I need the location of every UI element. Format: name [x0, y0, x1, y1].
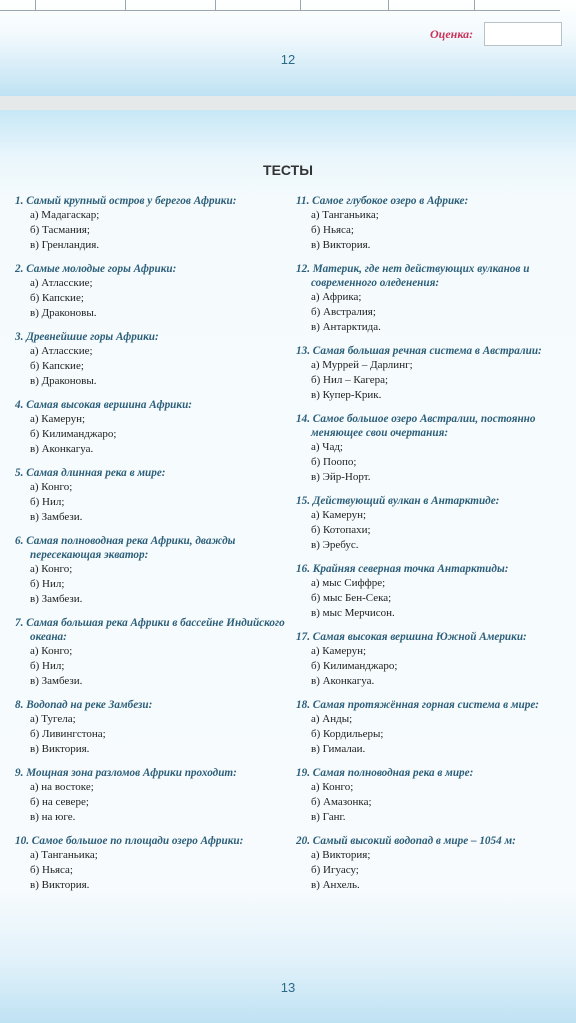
question-text: Самые молодые горы Африки: — [26, 263, 177, 275]
question-text: Самая протяжённая горная система в мире: — [312, 699, 540, 711]
answer-options — [15, 562, 285, 607]
question-item — [15, 262, 285, 321]
answer-option[interactable]: а) Африка; — [311, 291, 362, 303]
table-divider — [300, 0, 301, 10]
question-number: 1. — [15, 195, 24, 207]
answer-option[interactable]: в) Анхель. — [311, 879, 360, 891]
answer-option[interactable]: в) Гренландия. — [30, 239, 100, 251]
question-title — [15, 194, 285, 208]
answer-option[interactable]: а) Камерун; — [311, 645, 367, 657]
question-title — [15, 616, 285, 644]
question-text: Самый высокий водопад в мире – 1054 м: — [312, 835, 516, 847]
question-item — [296, 698, 566, 757]
question-item — [15, 534, 285, 607]
answer-options — [15, 276, 285, 321]
question-text: Самая полноводная река Африки, дважды пересекающая экватор: — [26, 535, 236, 561]
question-text: Самая полноводная река в мире: — [312, 767, 474, 779]
question-text: Самое глубокое озеро в Африке: — [312, 195, 469, 207]
answer-option[interactable]: а) Конго; — [311, 781, 354, 793]
question-item — [15, 398, 285, 457]
question-text: Водопад на реке Замбези: — [26, 699, 153, 711]
question-number: 7. — [15, 617, 24, 629]
question-text: Древнейшие горы Африки: — [26, 331, 159, 343]
question-number: 4. — [15, 399, 24, 411]
answer-options — [296, 440, 566, 485]
answer-option[interactable]: а) Атласские; — [30, 277, 93, 289]
answer-options — [296, 576, 566, 621]
answer-option[interactable]: в) Гималаи. — [311, 743, 366, 755]
question-text: Материк, где нет действующих вулканов и современного оледенения: — [311, 263, 530, 289]
question-number: 14. — [296, 413, 310, 425]
page-number-top: 12 — [280, 52, 296, 67]
answer-option[interactable]: б) Нил; — [30, 660, 65, 672]
table-divider — [388, 0, 389, 10]
left-column — [15, 194, 285, 902]
question-number: 3. — [15, 331, 24, 343]
answer-option[interactable]: а) Муррей – Дарлинг; — [311, 359, 413, 371]
answer-option[interactable]: в) Виктория. — [311, 239, 371, 251]
question-title — [15, 766, 285, 780]
answer-option[interactable]: в) Ганг. — [311, 811, 346, 823]
answer-option[interactable]: б) Килиманджаро; — [30, 428, 117, 440]
answer-options — [15, 848, 285, 893]
question-number: 19. — [296, 767, 310, 779]
answer-option[interactable]: б) Ливингстона; — [30, 728, 106, 740]
answer-option[interactable]: б) Ньяса; — [311, 224, 354, 236]
question-number: 12. — [296, 263, 310, 275]
question-text: Самая высокая вершина Южной Америки: — [312, 631, 527, 643]
question-item — [296, 834, 566, 893]
answer-option[interactable]: б) Нил; — [30, 578, 65, 590]
question-number: 6. — [15, 535, 24, 547]
answer-options — [15, 712, 285, 757]
answer-option[interactable]: а) Танганьика; — [30, 849, 98, 861]
answer-options — [15, 480, 285, 525]
question-item — [15, 766, 285, 825]
answer-option[interactable]: б) Нил – Кагера; — [311, 374, 389, 386]
question-text: Самая высокая вершина Африки: — [26, 399, 193, 411]
table-divider — [215, 0, 216, 10]
question-text: Самый крупный остров у берегов Африки: — [26, 195, 237, 207]
answer-option[interactable]: в) Драконовы. — [30, 375, 97, 387]
answer-option[interactable]: б) Тасмания; — [30, 224, 90, 236]
answer-option[interactable]: в) Купер-Крик. — [311, 389, 382, 401]
table-divider — [125, 0, 126, 10]
table-divider — [474, 0, 475, 10]
right-column — [296, 194, 566, 902]
answer-option[interactable]: б) Поопо; — [311, 456, 357, 468]
answer-option[interactable]: б) мыс Бен-Сека; — [311, 592, 392, 604]
question-item — [296, 766, 566, 825]
table-bottom-edge — [0, 0, 560, 11]
question-title — [15, 834, 285, 848]
answer-options — [15, 412, 285, 457]
answer-options — [15, 344, 285, 389]
answer-option[interactable]: б) Ньяса; — [30, 864, 73, 876]
question-number: 15. — [296, 495, 310, 507]
question-item — [15, 616, 285, 689]
test-page — [0, 110, 576, 1023]
question-title — [296, 262, 566, 290]
question-number: 10. — [15, 835, 29, 847]
answer-option[interactable]: б) Австралия; — [311, 306, 376, 318]
answer-option[interactable]: а) Камерун; — [30, 413, 86, 425]
answer-options — [296, 848, 566, 893]
answer-option[interactable]: б) Амазонка; — [311, 796, 372, 808]
question-text: Самая большая река Африки в бассейне Индийского океана: — [26, 617, 285, 643]
answer-options — [296, 712, 566, 757]
question-title — [296, 834, 566, 848]
answer-option[interactable]: б) Килиманджаро; — [311, 660, 398, 672]
question-title — [296, 766, 566, 780]
question-text: Самое большое озеро Австралии, постоянно меняющее свои очертания: — [311, 413, 536, 439]
question-number: 13. — [296, 345, 310, 357]
question-text: Самая большая речная система в Австралии: — [312, 345, 542, 357]
answer-option[interactable]: в) Виктория. — [30, 879, 90, 891]
question-title — [15, 466, 285, 480]
answer-option[interactable]: а) Тугела; — [30, 713, 76, 725]
answer-option[interactable]: а) Конго; — [30, 563, 73, 575]
page-number-bottom: 13 — [280, 980, 296, 995]
answer-option[interactable]: а) Танганьика; — [311, 209, 379, 221]
answer-options — [296, 644, 566, 689]
answer-option[interactable]: а) Конго; — [30, 645, 73, 657]
question-number: 11. — [296, 195, 310, 207]
answer-option[interactable]: б) Капские; — [30, 360, 84, 372]
question-item — [296, 630, 566, 689]
question-number: 16. — [296, 563, 310, 575]
question-item — [296, 562, 566, 621]
answer-options — [15, 780, 285, 825]
answer-option[interactable]: в) Эйр-Норт. — [311, 471, 371, 483]
question-title — [15, 398, 285, 412]
question-title — [296, 698, 566, 712]
question-item — [296, 194, 566, 253]
table-divider — [35, 0, 36, 10]
question-title — [15, 534, 285, 562]
question-item — [296, 412, 566, 485]
answer-option[interactable]: в) Аконкагуа. — [30, 443, 94, 455]
answer-options — [296, 780, 566, 825]
answer-options — [296, 290, 566, 335]
answer-option[interactable]: в) Замбези. — [30, 511, 83, 523]
answer-option[interactable]: в) Антарктида. — [311, 321, 381, 333]
question-item — [15, 466, 285, 525]
answer-option[interactable]: в) Замбези. — [30, 675, 83, 687]
question-title — [296, 562, 566, 576]
answer-option[interactable]: а) Виктория; — [311, 849, 371, 861]
answer-options — [15, 644, 285, 689]
answer-option[interactable]: а) Атласские; — [30, 345, 93, 357]
question-item — [296, 262, 566, 335]
answer-options — [296, 508, 566, 553]
answer-option[interactable]: а) Чад; — [311, 441, 343, 453]
question-title — [296, 344, 566, 358]
answer-option[interactable]: а) Конго; — [30, 481, 73, 493]
page-gap — [0, 96, 576, 110]
answer-option[interactable]: в) Драконовы. — [30, 307, 97, 319]
answer-option[interactable]: а) Камерун; — [311, 509, 367, 521]
answer-option[interactable]: в) Виктория. — [30, 743, 90, 755]
question-title — [15, 330, 285, 344]
question-title — [296, 494, 566, 508]
question-item — [15, 698, 285, 757]
question-number: 17. — [296, 631, 310, 643]
question-title — [296, 412, 566, 440]
question-number: 9. — [15, 767, 24, 779]
grade-field[interactable] — [484, 22, 562, 46]
answer-option[interactable]: а) Мадагаскар; — [30, 209, 100, 221]
question-item — [296, 494, 566, 553]
answer-option[interactable]: а) Анды; — [311, 713, 353, 725]
question-number: 2. — [15, 263, 24, 275]
question-title — [15, 262, 285, 276]
answer-option[interactable]: в) Аконкагуа. — [311, 675, 375, 687]
answer-option[interactable]: б) Кордильеры; — [311, 728, 384, 740]
answer-option[interactable]: в) мыс Мерчисон. — [311, 607, 395, 619]
answer-options — [296, 208, 566, 253]
answer-option[interactable]: б) Котопахи; — [311, 524, 371, 536]
answer-option[interactable]: а) на востоке; — [30, 781, 94, 793]
answer-option[interactable]: в) Замбези. — [30, 593, 83, 605]
question-item — [15, 330, 285, 389]
question-number: 18. — [296, 699, 310, 711]
answer-option[interactable]: в) Эребус. — [311, 539, 359, 551]
question-title — [15, 698, 285, 712]
question-number: 20. — [296, 835, 310, 847]
question-title — [296, 630, 566, 644]
question-item — [15, 194, 285, 253]
question-item — [296, 344, 566, 403]
question-text: Самая длинная река в мире: — [26, 467, 166, 479]
question-text: Самое большое по площади озеро Африки: — [31, 835, 244, 847]
page-title: ТЕСТЫ — [263, 162, 313, 178]
question-item — [15, 834, 285, 893]
previous-page-fragment — [0, 0, 576, 96]
answer-options — [296, 358, 566, 403]
answer-option[interactable]: б) Нил; — [30, 496, 65, 508]
answer-option[interactable]: б) Игуасу; — [311, 864, 359, 876]
question-title — [296, 194, 566, 208]
answer-option[interactable]: в) на юге. — [30, 811, 76, 823]
question-text: Действующий вулкан в Антарктиде: — [312, 495, 500, 507]
question-text: Крайняя северная точка Антарктиды: — [312, 563, 509, 575]
answer-option[interactable]: а) мыс Сиффре; — [311, 577, 386, 589]
answer-option[interactable]: б) на севере; — [30, 796, 89, 808]
grade-label: Оценка: — [430, 27, 474, 41]
question-number: 8. — [15, 699, 24, 711]
question-text: Мощная зона разломов Африки проходит: — [26, 767, 237, 779]
answer-options — [15, 208, 285, 253]
answer-option[interactable]: б) Капские; — [30, 292, 84, 304]
question-number: 5. — [15, 467, 24, 479]
